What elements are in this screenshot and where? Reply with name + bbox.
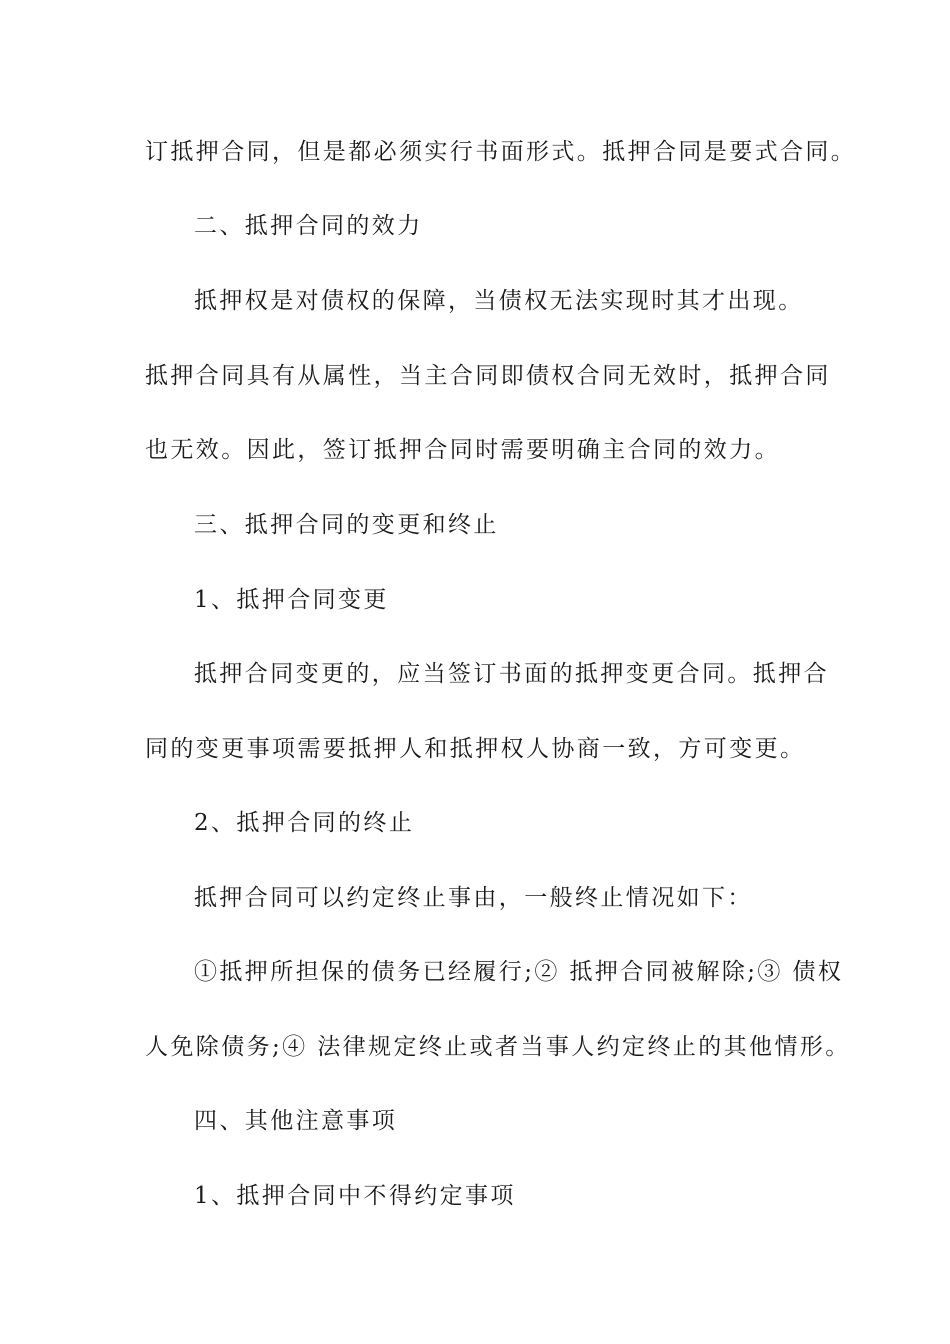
section-heading: 三、抵押合同的变更和终止 (194, 512, 499, 538)
paragraph-line: 抵押合同具有从属性，当主合同即债权合同无效时，抵押合同 (145, 363, 831, 389)
section-heading: 四、其他注意事项 (194, 1108, 398, 1134)
subsection-heading: 1、抵押合同中不得约定事项 (194, 1183, 516, 1209)
paragraph-line: 人免除债务;④ 法律规定终止或者当事人约定终止的其他情形。 (145, 1034, 851, 1060)
paragraph-line: 抵押合同可以约定终止事由，一般终止情况如下： (194, 885, 753, 911)
paragraph-line: 抵押合同变更的，应当签订书面的抵押变更合同。抵押合 (194, 661, 829, 687)
section-heading: 二、抵押合同的效力 (194, 213, 423, 239)
paragraph-line: 抵押权是对债权的保障，当债权无法实现时其才出现。 (194, 288, 804, 314)
paragraph-line: ①抵押所担保的债务已经履行;② 抵押合同被解除;③ 债权 (194, 959, 844, 985)
subsection-heading: 1、抵押合同变更 (194, 587, 389, 613)
paragraph-line: 订抵押合同，但是都必须实行书面形式。抵押合同是要式合同。 (145, 139, 857, 165)
paragraph-line: 同的变更事项需要抵押人和抵押权人协商一致，方可变更。 (145, 736, 806, 762)
paragraph-line: 也无效。因此，签订抵押合同时需要明确主合同的效力。 (145, 437, 780, 463)
subsection-heading: 2、抵押合同的终止 (194, 810, 415, 836)
